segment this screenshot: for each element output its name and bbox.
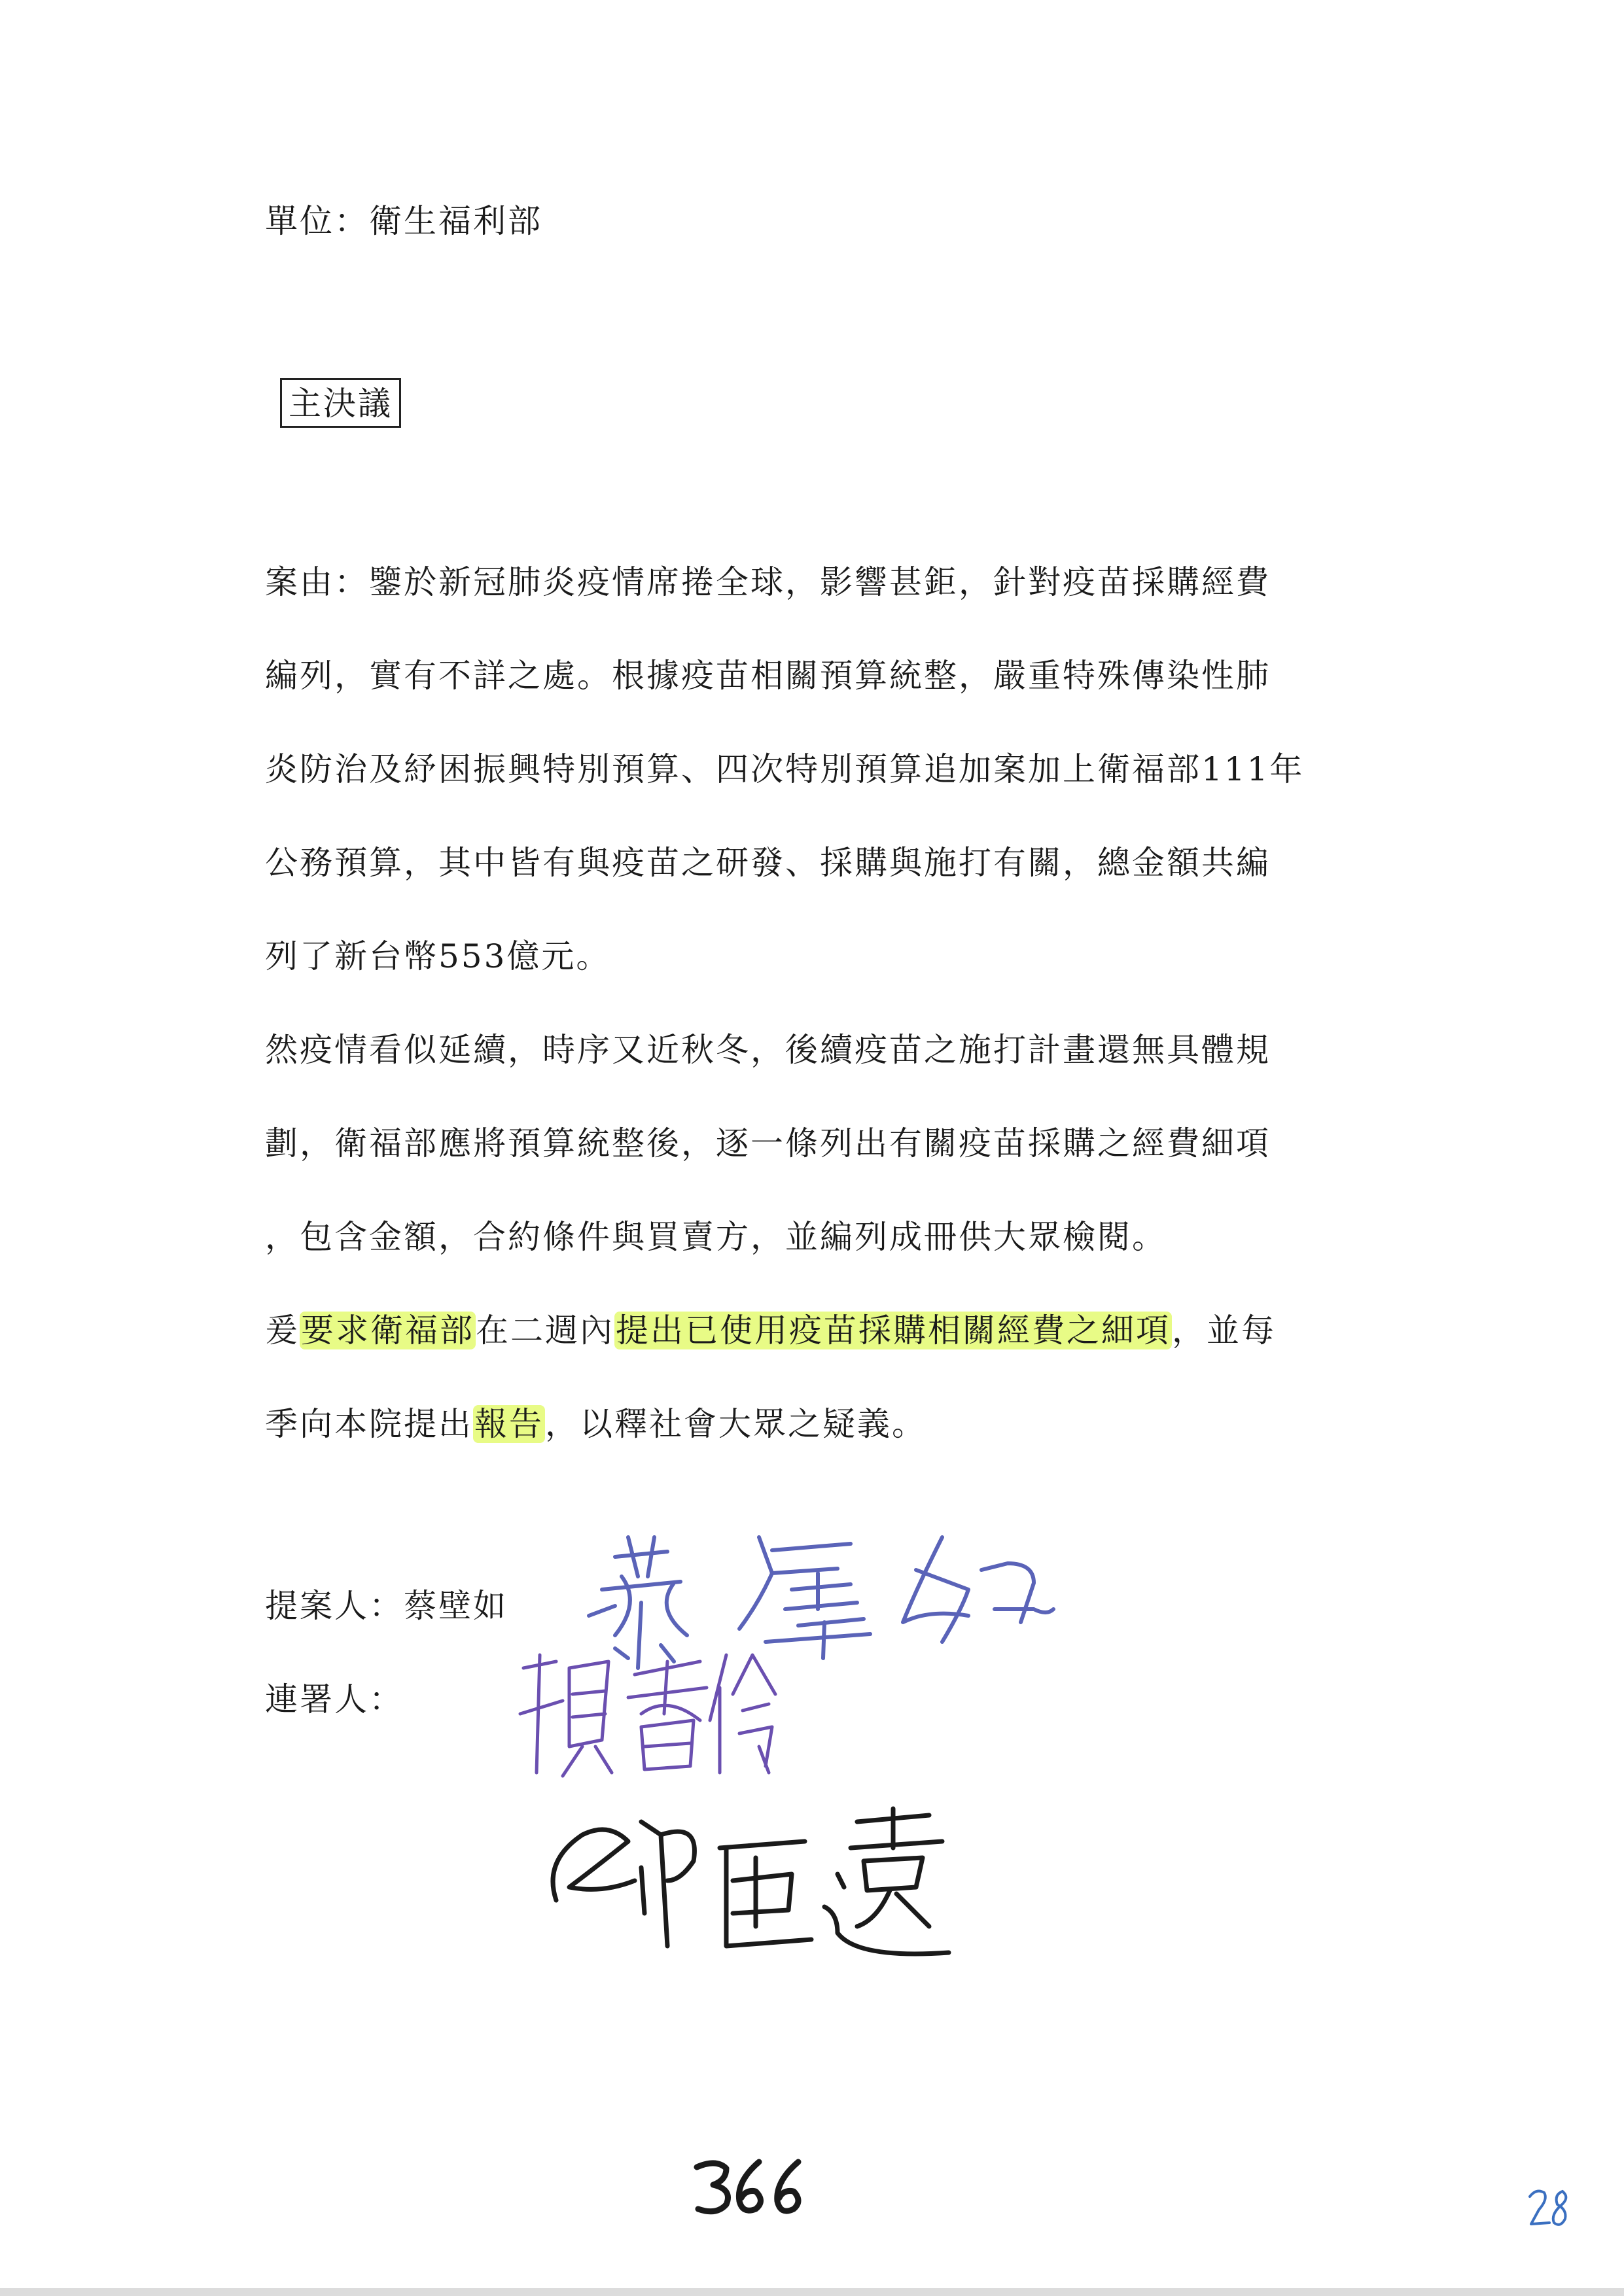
paragraph-2-line-3: ，包含金額，合約條件與買賣方，並編列成冊供大眾檢閱。 <box>265 1218 1167 1256</box>
cosigner-label: 連署人： <box>265 1680 404 1718</box>
paragraph-2-line-2: 劃，衛福部應將預算統整後，逐一條列出有關疫苗採購之經費細項 <box>265 1124 1271 1162</box>
unit-line: 單位：衛生福利部 <box>265 202 542 240</box>
text-segment: 爰 <box>265 1312 300 1349</box>
highlighted-text: 要求衛福部 <box>301 1312 474 1349</box>
proposer-label: 提案人：蔡壁如 <box>265 1587 508 1625</box>
paragraph-1-line-2: 編列，實有不詳之處。根據疫苗相關預算統整，嚴重特殊傳染性肺 <box>265 657 1271 695</box>
scan-edge <box>0 2288 1624 2296</box>
resolution-badge: 主決議 <box>280 378 401 428</box>
paragraph-2-line-1: 然疫情看似延續，時序又近秋冬，後續疫苗之施打計畫還無具體規 <box>265 1031 1271 1069</box>
paragraph-3-line-2 <box>265 1404 927 1444</box>
paragraph-1-line-3: 炎防治及紓困振興特別預算、四次特別預算追加案加上衛福部111年 <box>265 750 1305 788</box>
text-segment: ，以釋社會大眾之疑義。 <box>545 1405 927 1443</box>
highlighted-text: 報告 <box>474 1405 544 1443</box>
paragraph-1-line-5: 列了新台幣553億元。 <box>265 937 611 975</box>
paragraph-3-line-1 <box>265 1311 1276 1350</box>
text-segment: 在二週內 <box>476 1312 614 1349</box>
text-segment: ，並每 <box>1172 1312 1276 1349</box>
cosigner-signature-1 <box>510 1642 779 1786</box>
corner-number <box>1525 2185 1577 2231</box>
paragraph-1-line-1: 案由：鑒於新冠肺炎疫情席捲全球，影響甚鉅，針對疫苗採購經費 <box>265 563 1271 601</box>
handwritten-page-number <box>690 2155 808 2221</box>
paragraph-1-line-4: 公務預算，其中皆有與疫苗之研發、採購與施打有關，總金額共編 <box>265 844 1271 882</box>
text-segment: 季向本院提出 <box>265 1405 473 1443</box>
highlighted-text: 提出已使用疫苗採購相關經費之細項 <box>616 1312 1171 1349</box>
cosigner-signature-2 <box>530 1796 962 1972</box>
